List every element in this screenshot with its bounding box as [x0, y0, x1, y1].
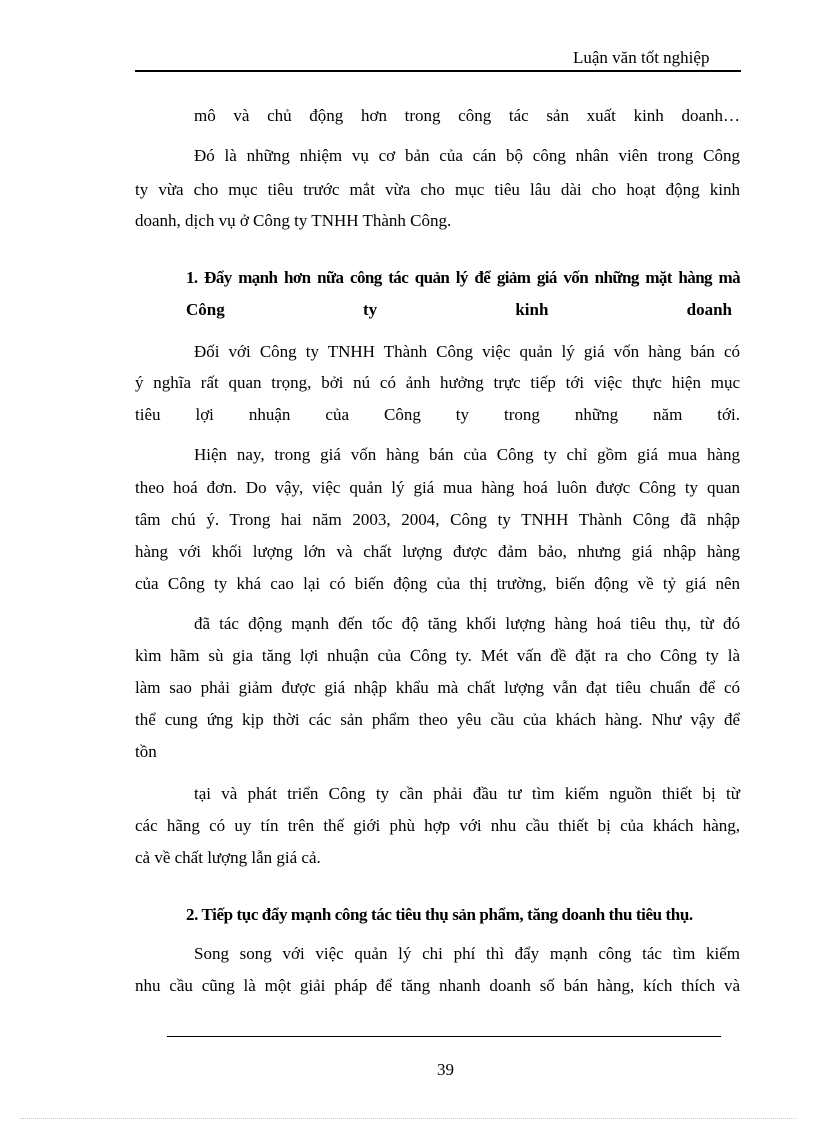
paragraph-line: Song song với việc quản lý chi phí thì đẩy mạnh công tác tìm kiếm — [194, 944, 740, 963]
section-heading-1-cont: Công ty kinh doanh — [186, 300, 732, 319]
header-rule — [135, 70, 741, 72]
paragraph-line: tiêu lợi nhuận của Công ty trong những năm tới. — [135, 405, 740, 424]
section-heading-1: 1. Đẩy mạnh hơn nữa công tác quản lý để giảm giá vốn những mặt hàng mà — [186, 268, 740, 287]
paragraph-line: nhu cầu cũng là một giải pháp để tăng nhanh doanh số bán hàng, kích thích và — [135, 976, 740, 995]
paragraph-line: Đó là những nhiệm vụ cơ bản của cán bộ công nhân viên trong Công — [194, 146, 740, 165]
paragraph-line: thể cung ứng kịp thời các sản phẩm theo yêu cầu của khách hàng. Như vậy để — [135, 710, 740, 729]
paragraph-line: tâm chú ý. Trong hai năm 2003, 2004, Công ty TNHH Thành Công đã nhập — [135, 510, 740, 529]
footer-rule — [167, 1036, 721, 1037]
section-heading-2: 2. Tiếp tục đẩy mạnh công tác tiêu thụ sản phẩm, tăng doanh thu tiêu thụ. — [186, 905, 693, 924]
paragraph-line: mô và chủ động hơn trong công tác sản xuất kinh doanh… — [194, 106, 740, 125]
paragraph-line: ý nghĩa rất quan trọng, bởi nú có ảnh hưởng trực tiếp tới việc thực hiện mục — [135, 373, 740, 392]
paragraph-line: tồn — [135, 742, 157, 761]
paragraph-line: của Công ty khá cao lại có biến động của thị trường, biến động về tỷ giá nên — [135, 574, 740, 593]
paragraph-line: các hãng có uy tín trên thế giới phù hợp với nhu cầu thiết bị của khách hàng, — [135, 816, 740, 835]
paragraph-line: đã tác động mạnh đến tốc độ tăng khối lượng hàng hoá tiêu thụ, từ đó — [194, 614, 740, 633]
paragraph-line: doanh, dịch vụ ở Công ty TNHH Thành Công. — [135, 211, 452, 230]
paragraph-line: hàng với khối lượng lớn và chất lượng được đảm bảo, nhưng giá nhập hàng — [135, 542, 740, 561]
paragraph-line: Hiện nay, trong giá vốn hàng bán của Công ty chỉ gồm giá mua hàng — [194, 445, 740, 464]
paragraph-line: kìm hãm sù gia tăng lợi nhuận của Công ty. Mét vấn đề đặt ra cho Công ty là — [135, 646, 740, 665]
paragraph-line: Đối với Công ty TNHH Thành Công việc quản lý giá vốn hàng bán có — [194, 342, 740, 361]
paragraph-line: làm sao phải giảm được giá nhập khẩu mà chất lượng vẫn đạt tiêu chuẩn để có — [135, 678, 740, 697]
paragraph-line: cả về chất lượng lẫn giá cả. — [135, 848, 321, 867]
paragraph-line: theo hoá đơn. Do vậy, việc quản lý giá mua hàng hoá luôn được Công ty quan — [135, 478, 740, 497]
paragraph-line: tại và phát triển Công ty cần phải đầu tư tìm kiếm nguồn thiết bị từ — [194, 784, 740, 803]
page-edge-divider — [20, 1118, 796, 1119]
paragraph-line: ty vừa cho mục tiêu trước mắt vừa cho mục tiêu lâu dài cho hoạt động kinh — [135, 180, 740, 199]
page-number: 39 — [437, 1060, 454, 1079]
running-header: Luận văn tốt nghiệp — [573, 48, 710, 67]
